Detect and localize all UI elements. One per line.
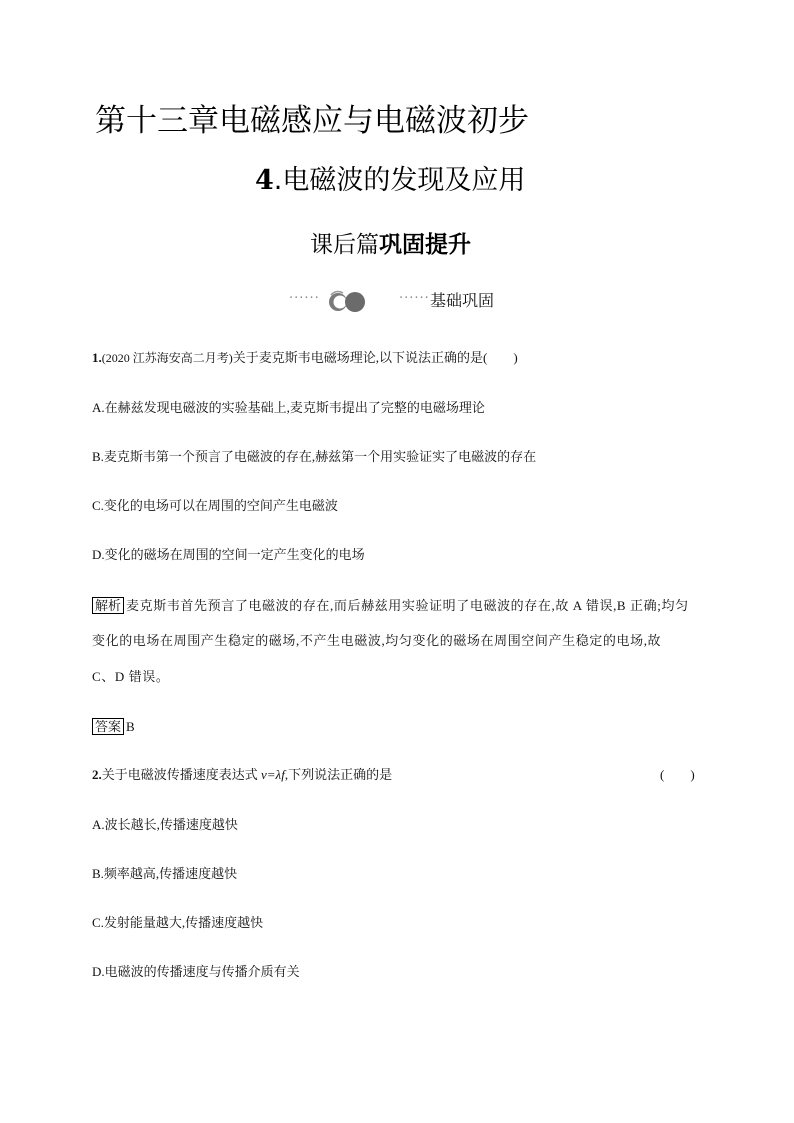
analysis-text: 麦克斯韦首先预言了电磁波的存在,而后赫兹用实验证明了电磁波的存在,故 A 错误,B 正确;均匀 [126,598,689,613]
q1-option-c: C.变化的电场可以在周围的空间产生电磁波 [92,498,338,513]
section-title-text: .电磁波的发现及应用 [273,165,526,196]
question-text: 关于麦克斯韦电磁场理论,以下说法正确的是( ) [232,350,518,365]
q2-option-b: B.频率越高,传播速度越快 [92,866,238,881]
question-1-stem [92,349,518,367]
q2-answer-blank: ( ) [660,767,695,782]
double-circle-icon [325,289,369,318]
subtitle-bold: 巩固提升 [379,232,471,258]
chapter-title: 第十三章电磁感应与电磁波初步 [95,103,529,139]
q2-option-d: D.电磁波的传播速度与传播介质有关 [92,964,300,979]
question-text-before: 关于电磁波传播速度表达式 [101,767,262,782]
answer-value: B [126,719,135,734]
question-formula: v=λf [261,767,285,782]
analysis-label: 解析 [92,597,124,614]
q1-option-a: A.在赫兹发现电磁波的实验基础上,麦克斯韦提出了完整的电磁场理论 [92,400,485,415]
question-source: (2020 江苏海安高二月考) [101,351,233,365]
question-2-stem [92,766,392,784]
section-number: 4 [255,165,274,196]
subtitle [310,229,471,261]
q1-option-b: B.麦克斯韦第一个预言了电磁波的存在,赫兹第一个用实验证实了电磁波的存在 [92,449,537,464]
subtitle-normal: 课后篇 [310,232,379,258]
answer-label: 答案 [92,718,124,735]
q2-option-a: A.波长越长,传播速度越快 [92,817,238,832]
dots-right: ······ [399,291,430,306]
q1-option-d: D.变化的磁场在周围的空间一定产生变化的电场 [92,547,365,562]
analysis-line-1 [92,597,689,615]
level-label: 基础巩固 [430,291,495,310]
section-title [255,163,525,199]
answer-line [92,718,135,736]
analysis-line-3: C、D 错误。 [92,669,170,684]
question-number: 1. [92,350,102,365]
analysis-line-2: 变化的电场在周围产生稳定的磁场,不产生电磁波,均匀变化的磁场在周围空间产生稳定的电场,故 [92,633,662,648]
q2-option-c: C.发射能量越大,传播速度越快 [92,915,264,930]
question-number: 2. [92,767,102,782]
question-text-after: ,下列说法正确的是 [284,767,393,782]
dots-left: ······ [289,291,320,306]
